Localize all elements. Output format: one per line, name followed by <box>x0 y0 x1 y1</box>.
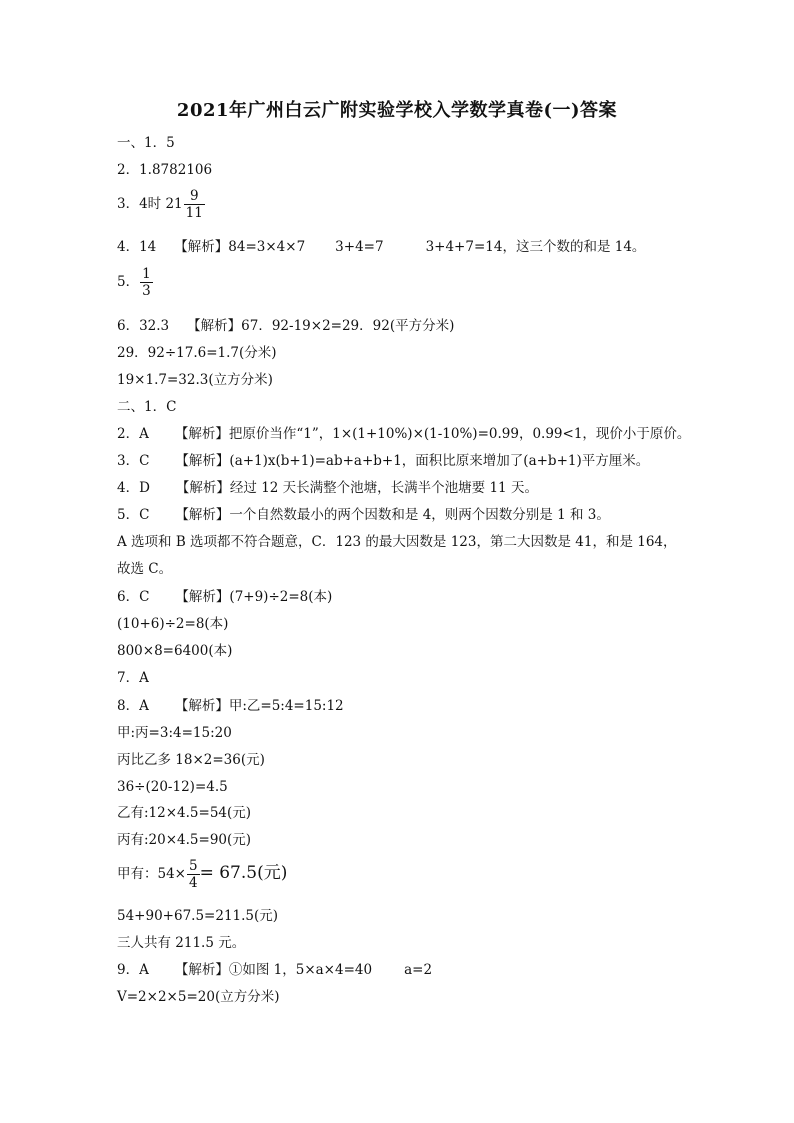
answer-line: 甲:丙=3:4=15:20 <box>117 725 232 741</box>
answer-number: 4．D <box>117 480 150 496</box>
answer-line: 丙比乙多 18×2=36(元) <box>117 752 265 768</box>
answer-explanation: 【解析】(a+1)x(b+1)=ab+a+b+1，面积比原来增加了(a+b+1)平方厘米。 <box>175 453 650 469</box>
answer-line: 三人共有 211.5 元。 <box>117 935 246 951</box>
answer-number: 4．14 <box>117 239 157 255</box>
answer-line: V=2×2×5=20(立方分米) <box>117 989 280 1005</box>
answer-line <box>117 238 645 256</box>
answer-line: 乙有:12×4.5=54(元) <box>117 805 252 821</box>
fraction-numerator: 1 <box>142 266 151 282</box>
fraction-denominator: 11 <box>185 205 203 221</box>
answer-explanation: 【解析】67．92-19×2=29．92(平方分米) <box>187 318 455 334</box>
answer-explanation: a=2 <box>404 962 433 978</box>
fraction-denominator: 3 <box>142 283 151 299</box>
fraction-numerator: 5 <box>189 858 198 874</box>
answer-line <box>117 588 332 606</box>
answer-line: 故选 C。 <box>117 561 173 577</box>
answer-line: 54+90+67.5=211.5(元) <box>117 908 279 924</box>
answer-number: 6．C <box>117 589 150 605</box>
answer-number: 3．C <box>117 453 150 469</box>
answer-line: 二、1．C <box>117 399 177 415</box>
answer-line <box>117 317 454 335</box>
answer-line: 29．92÷17.6=1.7(分米) <box>117 345 277 361</box>
answer-line <box>117 479 538 497</box>
answer-line <box>117 858 287 891</box>
answer-line: 7．A <box>117 670 149 686</box>
answer-line <box>117 697 344 715</box>
answer-line <box>117 961 432 979</box>
answer-line <box>117 266 153 299</box>
answer-text: = 67.5(元) <box>199 863 288 883</box>
fraction <box>140 266 153 299</box>
answer-explanation: 【解析】把原价当作“1”，1×(1+10%)×(1-10%)=0.99，0.99<1，现价小于原价。 <box>174 426 691 442</box>
answer-text: 甲有：54× <box>117 866 186 882</box>
fraction <box>184 188 205 221</box>
answer-explanation: 【解析】甲:乙=5:4=15:12 <box>174 698 344 714</box>
answer-explanation: 3+4+7=14，这三个数的和是 14。 <box>425 239 646 255</box>
answer-explanation: 3+4=7 <box>335 239 384 255</box>
answer-explanation: 【解析】(7+9)÷2=8(本) <box>175 589 333 605</box>
answer-number: 6．32.3 <box>117 318 170 334</box>
fraction-denominator: 4 <box>189 875 198 891</box>
answer-number: 5．C <box>117 507 150 523</box>
answer-line: A 选项和 B 选项都不符合题意，C．123 的最大因数是 123，第二大因数是 41，和是 164， <box>117 534 677 550</box>
answer-line: (10+6)÷2=8(本) <box>117 616 229 632</box>
answer-explanation: 【解析】一个自然数最小的两个因数和是 4，则两个因数分别是 1 和 3。 <box>175 507 610 523</box>
answer-number: 8．A <box>117 698 149 714</box>
answer-line <box>117 425 690 443</box>
answer-line <box>117 506 610 524</box>
page-title: 2021年广州白云广附实验学校入学数学真卷(一)答案 <box>176 100 618 121</box>
answer-line: 19×1.7=32.3(立方分米) <box>117 372 273 388</box>
answer-line: 800×8=6400(本) <box>117 643 233 659</box>
answer-number: 2．A <box>117 426 149 442</box>
answer-line <box>117 188 205 221</box>
answer-explanation: 【解析】①如图 1，5×a×4=40 <box>174 962 373 978</box>
fraction <box>187 858 200 891</box>
answer-line: 丙有:20×4.5=90(元) <box>117 832 252 848</box>
answer-line: 36÷(20-12)=4.5 <box>117 779 228 795</box>
answer-text: 3．4时 21 <box>117 196 183 212</box>
answer-text: 5． <box>117 274 140 290</box>
answer-line: 2．1.8782106 <box>117 162 213 178</box>
answer-line <box>117 452 649 470</box>
answer-explanation: 【解析】84=3×4×7 <box>174 239 306 255</box>
answer-line: 一、1．5 <box>117 135 175 151</box>
answer-explanation: 【解析】经过 12 天长满整个池塘，长满半个池塘要 11 天。 <box>175 480 538 496</box>
answer-number: 9．A <box>117 962 149 978</box>
fraction-numerator: 9 <box>184 188 205 205</box>
